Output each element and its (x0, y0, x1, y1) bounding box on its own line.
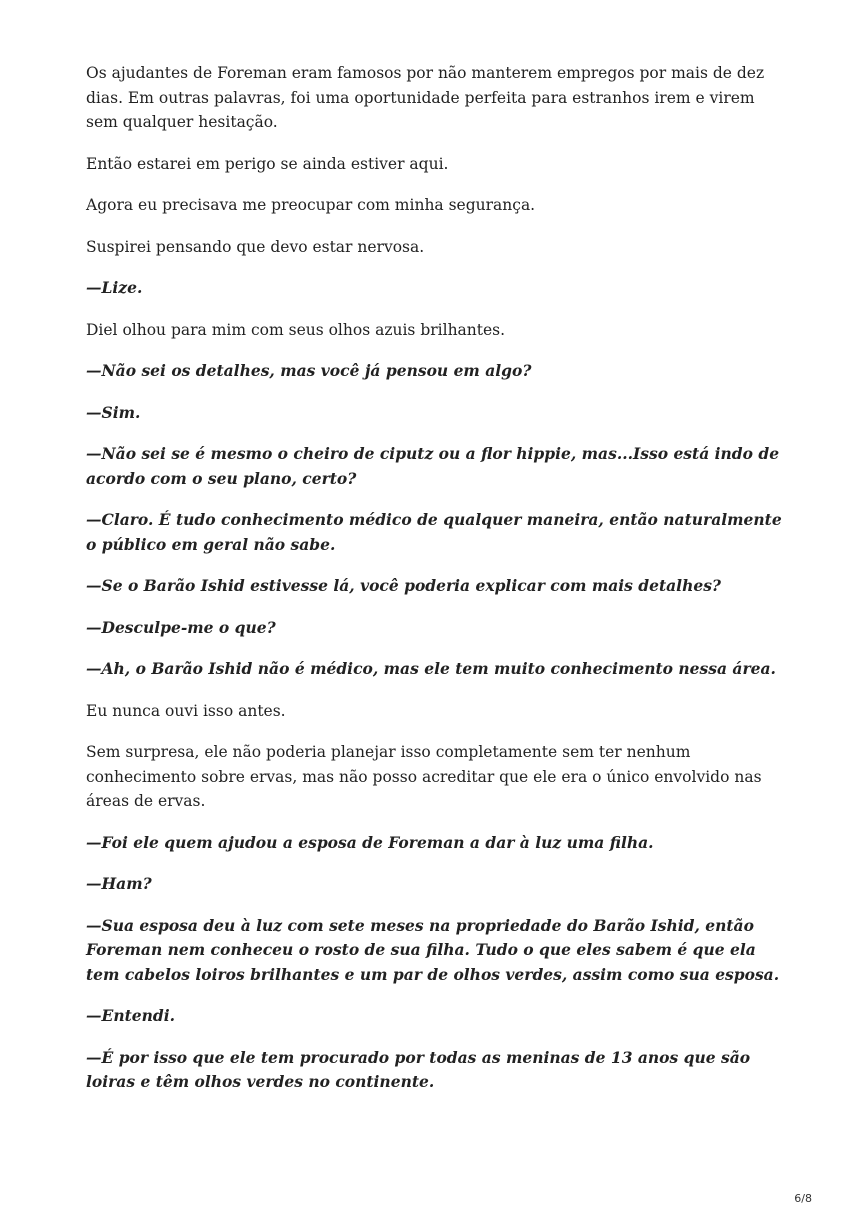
dialogue-line: —Entendi. (86, 1006, 175, 1025)
document-body (86, 61, 786, 1112)
dialogue-line: —Claro. É tudo conhecimento médico de qualquer maneira, então naturalmente o público em geral não sabe. (86, 510, 782, 554)
paragraph: Eu nunca ouvi isso antes. (86, 701, 286, 720)
dialogue-line: —Foi ele quem ajudou a esposa de Foreman a dar à luz uma filha. (86, 832, 654, 852)
dialogue-line: —Sim. (86, 402, 141, 422)
dialogue-line: —Desculpe-me o que? (86, 617, 276, 637)
paragraph: Suspirei pensando que devo estar nervosa. (86, 237, 425, 256)
paragraph: Então estarei em perigo se ainda estiver aqui. (86, 154, 449, 173)
dialogue-line: —Não sei se é mesmo o cheiro de ciputz ou a flor hippie, mas...Isso está indo de acordo com o seu plano, certo? (86, 444, 780, 488)
dialogue-line: —Se o Barão Ishid estivesse lá, você poderia explicar com mais detalhes? (86, 576, 722, 595)
paragraph: Agora eu precisava me preocupar com minha segurança. (86, 196, 536, 214)
dialogue-line: —É por isso que ele tem procurado por todas as meninas de 13 anos que são loiras e têm olhos verdes no continente. (86, 1047, 751, 1091)
paragraph: Diel olhou para mim com seus olhos azuis brilhantes. (86, 320, 506, 339)
dialogue-line: —Ah, o Barão Ishid não é médico, mas ele tem muito conhecimento nessa área. (86, 659, 776, 678)
paragraph: Sem surpresa, ele não poderia planejar isso completamente sem ter nenhum conhecimento sobre ervas, mas não posso acreditar que ele era o único envolvido nas áreas de ervas. (86, 743, 762, 810)
dialogue-line: —Ham? (86, 874, 152, 893)
dialogue-line: —Não sei os detalhes, mas você já pensou em algo? (86, 361, 532, 380)
dialogue-line: —Sua esposa deu à luz com sete meses na propriedade do Barão Ishid, então Foreman nem conheceu o rosto de sua filha. Tudo o que eles sabem é que ela tem cabelos loiros brilhantes e um par de olhos verdes, assim como sua esposa. (86, 915, 780, 984)
page-number: 6/8 (794, 1192, 812, 1205)
paragraph: Os ajudantes de Foreman eram famosos por não manterem empregos por mais de dez dias. Em outras palavras, foi uma oportunidade perfeita para estranhos irem e virem sem qualquer hesitação. (86, 64, 765, 131)
dialogue-line: —Lize. (86, 278, 143, 297)
